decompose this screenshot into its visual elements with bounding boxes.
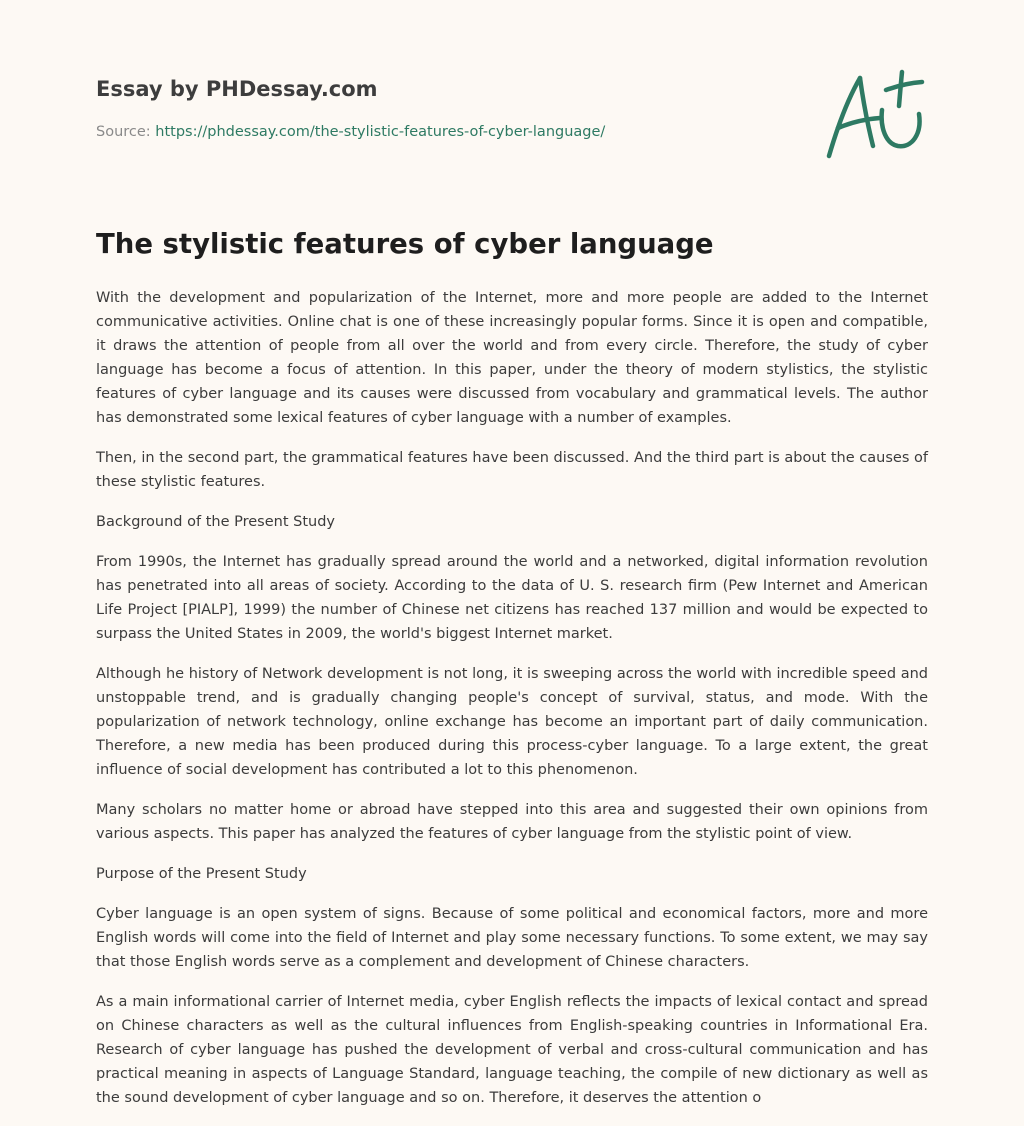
section-heading: Background of the Present Study: [96, 514, 335, 530]
section-heading: Purpose of the Present Study: [96, 866, 307, 882]
page-header: [96, 74, 796, 142]
paragraph: With the development and popularization of the Internet, more and more people are added to the Internet communicative activities. Online chat is one of these increasingly popular forms. Since it is open and compatible, it draws the attention of people from all over the world and from every circle. Therefore, the study of cyber language has become a focus of attention. In this paper, under the theory of modern stylistics, the stylistic features of cyber language and its causes were discussed from vocabulary and grammatical levels. The author has demonstrated some lexical features of cyber language with a number of examples.: [96, 290, 928, 426]
paragraph: Many scholars no matter home or abroad have stepped into this area and suggested their own opinions from various aspects. This paper has analyzed the features of cyber language from the stylistic point of view.: [96, 802, 928, 842]
article-body: [96, 286, 928, 1110]
article: [96, 224, 928, 1126]
logo-strokes: [829, 72, 922, 156]
paragraph: Then, in the second part, the grammatical features have been discussed. And the third part is about the causes of these stylistic features.: [96, 450, 928, 490]
source-line: [96, 122, 796, 142]
source-label: Source:: [96, 124, 156, 140]
paragraph: Cyber language is an open system of signs. Because of some political and economical factors, more and more English words will come into the field of Internet and play some necessary functions. To some extent, we may say that those English words serve as a complement and development of Chinese characters.: [96, 906, 928, 970]
article-title: The stylistic features of cyber language: [96, 228, 714, 260]
source-link[interactable]: https://phdessay.com/the-stylistic-features-of-cyber-language/: [155, 124, 606, 140]
a-plus-logo-icon: [820, 66, 930, 166]
paragraph: From 1990s, the Internet has gradually spread around the world and a networked, digital information revolution has penetrated into all areas of society. According to the data of U. S. research firm (Pew Internet and American Life Project [PIALP], 1999) the number of Chinese net citizens has reached 137 million and would be expected to surpass the United States in 2009, the world's biggest Internet market.: [96, 554, 928, 642]
a-plus-logo-svg: [820, 66, 930, 166]
paragraph: As a main informational carrier of Internet media, cyber English reflects the impacts of lexical contact and spread on Chinese characters as well as the cultural influences from English-speaking countries in Informational Era. Research of cyber language has pushed the development of verbal and cross-cultural communication and has practical meaning in aspects of Language Standard, language teaching, the compile of new dictionary as well as the sound development of cyber language and so on. Therefore, it deserves the attention o: [96, 994, 928, 1106]
site-title: Essay by PHDessay.com: [96, 77, 378, 101]
paragraph: Although he history of Network development is not long, it is sweeping across the world with incredible speed and unstoppable trend, and is gradually changing people's concept of survival, status, and mode. With the popularization of network technology, online exchange has become an important part of daily communication. Therefore, a new media has been produced during this process-cyber language. To a large extent, the great influence of social development has contributed a lot to this phenomenon.: [96, 666, 928, 778]
